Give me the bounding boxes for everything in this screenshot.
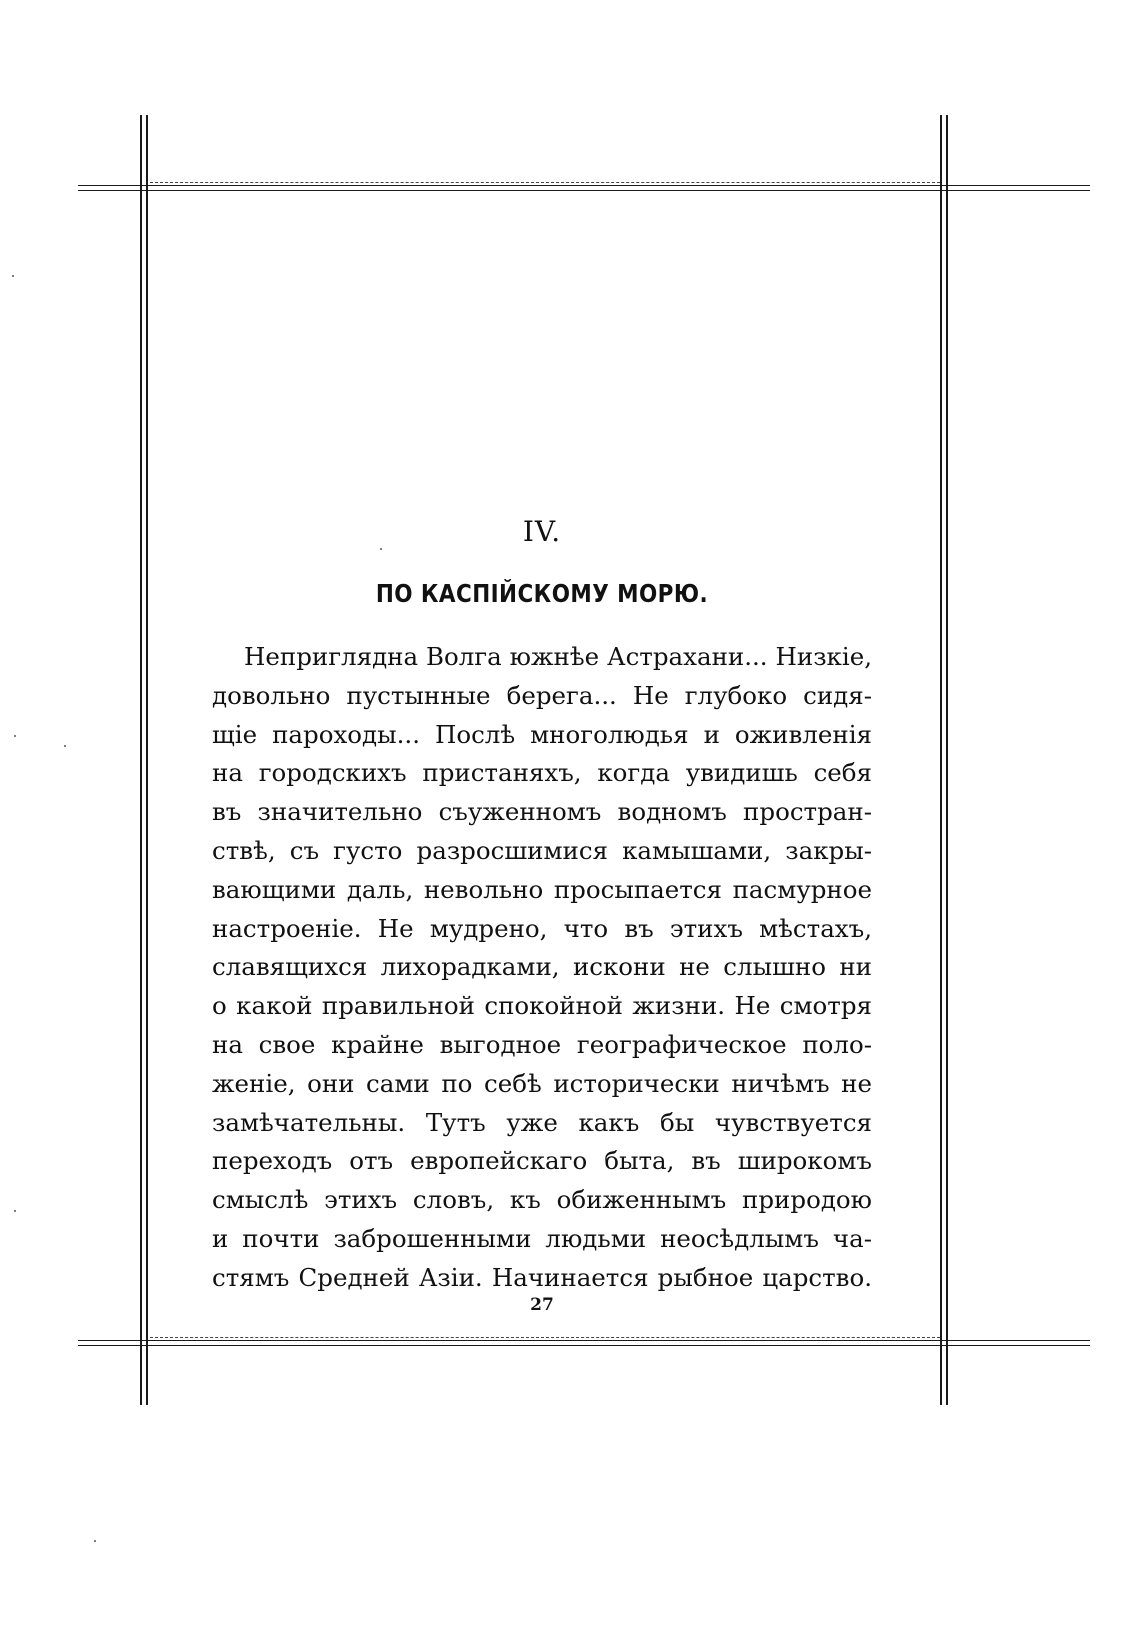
frame-right-inner [946,115,948,1405]
text-line: переходъ отъ европейскаго быта, въ широкомъ [212,1146,872,1176]
frame-bottom-rule-1 [78,1340,1090,1341]
frame-bottom-rule-2 [78,1345,1090,1346]
text-line: Непригляднa Волга южнѣе Астрахани... Низкie, [244,642,872,671]
text-line: на свое крайне выгодное географическое поло- [212,1029,872,1059]
frame-bottom-dash [150,1337,940,1338]
text-line: ствѣ, съ густо разросшимися камышами, закры- [212,835,872,865]
scan-speck [64,745,66,747]
text-line: въ значительно съуженномъ водномъ простран- [212,797,872,827]
text-line: смыслѣ этихъ словъ, къ обиженнымъ природою [212,1185,872,1215]
text-line: вающими даль, невольно просыпается пасмурное [212,874,872,904]
text-line: замѣчательны. Тутъ уже какъ бы чувствуется [212,1107,872,1137]
text-line: стямъ Средней Азiи. Начинается рыбное царство. [212,1262,872,1292]
text-line: довольно пустынные берега... Не глубоко сидя- [212,680,872,710]
body-paragraph [212,638,872,1298]
frame-top-rule-2 [78,190,1090,191]
text-line: и почти заброшенными людьми неосѣдлымъ ча- [212,1223,872,1253]
frame-right-outer [940,115,942,1405]
chapter-number: IV. [522,515,562,548]
page-content [212,510,872,1298]
scan-speck [14,735,16,737]
scan-speck [94,1540,96,1542]
text-line: настроенie. Не мудрено, что въ этихъ мѣстахъ, [212,913,872,943]
text-line: о какой правильной спокойной жизни. Не смотря [212,991,872,1021]
scan-speck [14,1210,16,1212]
scan-speck [12,275,14,277]
chapter-title: ПО КАСПІЙСКОМУ МОРЮ. [375,579,709,608]
text-line: женie, они сами по себѣ исторически ничѣмъ не [212,1068,872,1098]
text-line: славящихся лихорадками, искони не слышно ни [212,952,872,982]
frame-top-rule-1 [78,185,1090,186]
text-line: щie пароходы... Послѣ многолюдья и оживленiя [212,719,872,749]
frame-left-outer [140,115,142,1405]
frame-top-dash [150,182,940,183]
text-line: на городскихъ пристаняхъ, когда увидишь себя [212,758,872,788]
frame-left-inner [146,115,148,1405]
page-number: 27 [530,1295,554,1315]
